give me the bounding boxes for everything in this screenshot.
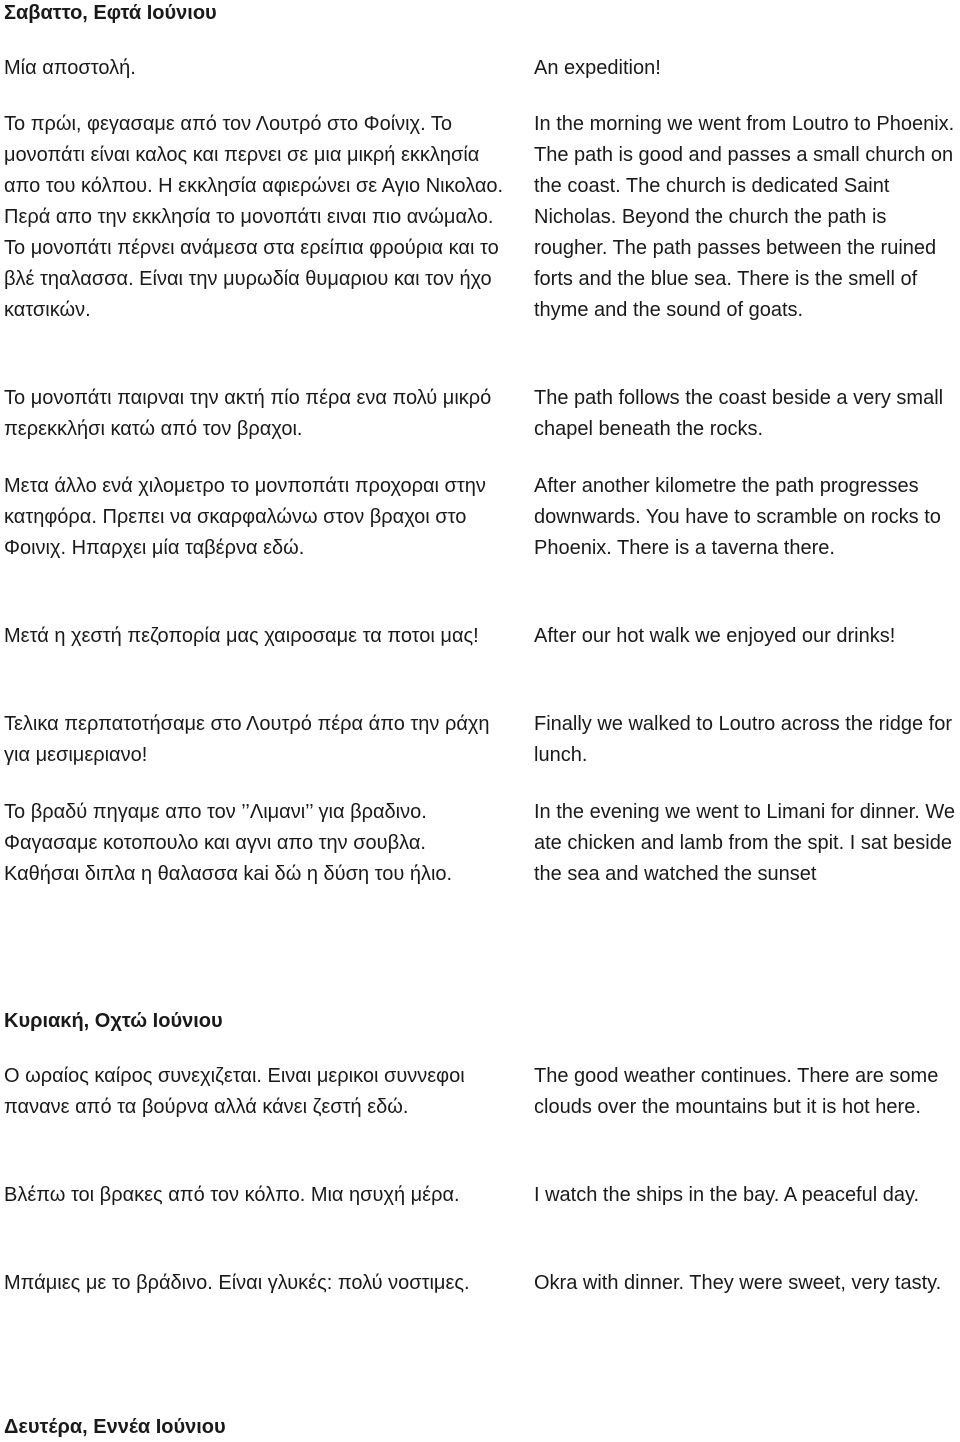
day1-english-paragraph-1: An expedition! bbox=[534, 57, 661, 79]
day1-greek-paragraph-5: Μετά η χεστή πεζοπορία μας χαιροσαμε τα ποτοι μας! bbox=[4, 625, 479, 647]
day1-greek-paragraph-3: Το μονοπάτι παιρναι την ακτή πίο πέρα ενα πολύ μικρό περεκκλήσι κατώ από τον βραχοι. bbox=[4, 387, 492, 440]
day3-heading: Δευτέρα, Εννέα Ιούνιου bbox=[4, 1416, 226, 1438]
day1-greek-paragraph-7: Το βραδύ πηγαμε απο τον ’’Λιμανι’’ για βραδινο. Φαγασαμε κοτοπουλο και αγνι απο την σουβλα. Καθήσαι διπλα η θαλασσα kai δώ η δύση του ήλιο. bbox=[4, 801, 453, 885]
day1-greek-paragraph-2: Το πρώι, φεγασαμε από τον Λουτρό στο Φοίνιχ. Το μονοπάτι είναι καλος και περνει σε μια μικρή εκκλησία απο του κόλπου. Η εκκλησία αφιερώνει σε Αγιο Νικολαο. Περά απο την εκκλησία το μονοπάτι ειναι πιο ανώμαλο. Το μονοπάτι πέρνει ανάμεσα στα ερείπια φρούρια και το βλέ τηαλασσα. Είναι την μυρωδία θυμαριου και τον ήχο κατσικών. bbox=[4, 113, 504, 321]
day1-english-paragraph-4: After another kilometre the path progresses downwards. You have to scramble on rocks to Phoenix. There is a taverna there. bbox=[534, 475, 941, 559]
day1-greek-paragraph-4: Μετα άλλο ενά χιλομετρο το μονποπάτι προχοραι στην κατηφόρα. Πρεπει να σκαρφαλώνω στον βραχοι στο Φοινιχ. Ηπαρχει μία ταβέρνα εδώ. bbox=[4, 475, 486, 559]
day2-heading: Κυριακή, Οχτώ Ιούνιου bbox=[4, 1010, 223, 1032]
day1-english-paragraph-2: In the morning we went from Loutro to Phoenix. The path is good and passes a small church on the coast. The church is dedicated Saint Nicholas. Beyond the church the path is rougher. The path passes between the ruined forts and the blue sea. There is the smell of thyme and the sound of goats. bbox=[534, 113, 955, 321]
day1-greek-paragraph-1: Μία αποστολή. bbox=[4, 57, 136, 79]
day2-greek-paragraph-2: Βλέπω τοι βρακες από τον κόλπο. Μια ησυχή μέρα. bbox=[4, 1184, 460, 1206]
day2-english-paragraph-2: I watch the ships in the bay. A peaceful day. bbox=[534, 1184, 920, 1206]
day2-english-paragraph-1: The good weather continues. There are some clouds over the mountains but it is hot here. bbox=[534, 1065, 939, 1118]
day1-english-paragraph-7: In the evening we went to Limani for dinner. We ate chicken and lamb from the spit. I sat beside the sea and watched the sunset bbox=[534, 801, 955, 885]
day1-greek-paragraph-6: Τελικα περπατοτήσαμε στο Λουτρό πέρα άπο την ράχη για μεσιμεριανο! bbox=[4, 713, 490, 766]
day1-english-paragraph-3: The path follows the coast beside a very small chapel beneath the rocks. bbox=[534, 387, 944, 440]
day1-heading: Σαβαττο, Εφτά Ιούνιου bbox=[4, 2, 217, 24]
day2-greek-paragraph-3: Μπάμιες με το βράδινο. Είναι γλυκές: πολύ νοστιμες. bbox=[4, 1272, 470, 1294]
day1-english-paragraph-5: After our hot walk we enjoyed our drinks! bbox=[534, 625, 896, 647]
day2-english-paragraph-3: Okra with dinner. They were sweet, very tasty. bbox=[534, 1272, 942, 1294]
day1-english-paragraph-6: Finally we walked to Loutro across the ridge for lunch. bbox=[534, 713, 952, 766]
day2-greek-paragraph-1: Ο ωραίος καίρος συνεχιζεται. Ειναι μερικοι συννεφοι πανανε από τα βούρνα αλλά κάνει ζεστή εδώ. bbox=[4, 1065, 465, 1118]
